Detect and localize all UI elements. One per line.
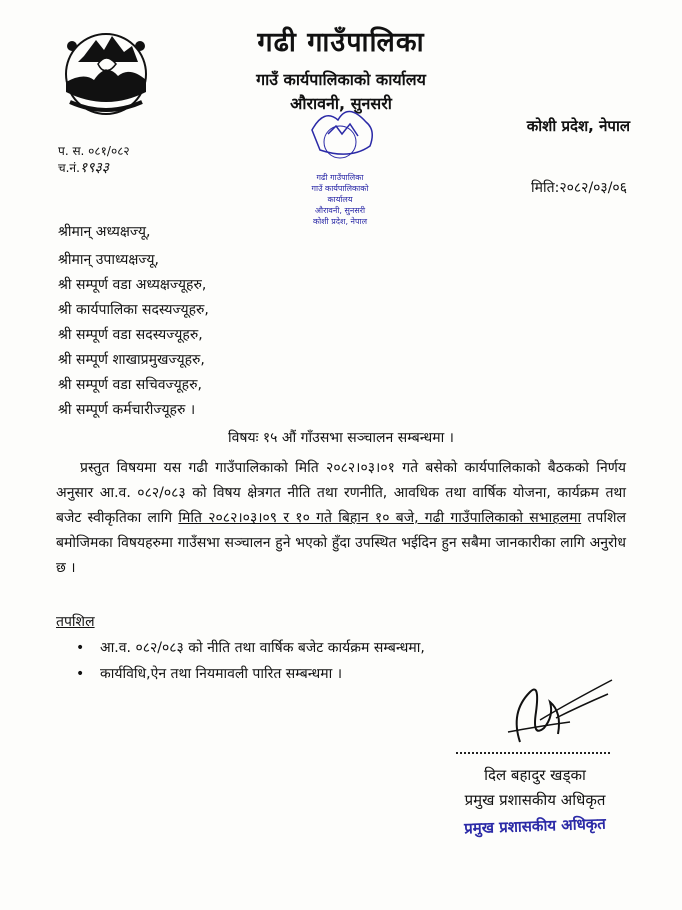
addressee-line: श्रीमान् अध्यक्षज्यू, (58, 224, 151, 240)
list-item (76, 664, 342, 683)
list-item-text: आ.व. ०८२/०८३ को नीति तथा वार्षिक बजेट कार्यक्रम सम्बन्धमा, (100, 640, 425, 656)
meeting-time-venue: मिति २०८२।०३।०९ र १० गते बिहान १० बजे, गढी गाउँपालिकाको सभाहलमा (178, 510, 582, 526)
signature-line (456, 752, 610, 754)
addressee-line: श्रीमान् उपाध्यक्षज्यू, (58, 252, 160, 268)
addressee-line: श्री सम्पूर्ण वडा सचिवज्यूहरु, (58, 377, 202, 393)
office-stamp-text: गढी गाउँपालिका गाउँ कार्यपालिकाको कार्यालय औरावनी, सुनसरी कोशी प्रदेश, नेपाल (311, 173, 369, 226)
office-name: गाउँ कार्यपालिकाको कार्यालय (256, 70, 426, 89)
letter-subject: विषयः १५ औं गाँउसभा सञ्चालन सम्बन्धमा । (228, 430, 454, 446)
list-item (76, 638, 425, 657)
body-text: तपशिल बमोजिमका विषयहरुमा गाउँसभा सञ्चालन हुने भएको हुँदा उपस्थित भईदिन हुन सबैमा जानकारीका लागि अनुरोध छ । (56, 510, 626, 576)
municipality-name: गढी गाउँपालिका (257, 27, 425, 58)
signatory-name: दिल बहादुर खड्का (484, 766, 586, 784)
bullet-icon: • (76, 666, 85, 682)
dispatch-number: १९३३ (79, 160, 110, 176)
addressee-line: श्री सम्पूर्ण वडा सदस्यज्यूहरु, (58, 327, 203, 343)
handwritten-signature (500, 672, 618, 756)
office-address: औरावनी, सुनसरी (290, 94, 392, 113)
dispatch-ref (58, 158, 109, 177)
addressee-line: श्री सम्पूर्ण कर्मचारीज्यूहरु । (58, 402, 196, 418)
addressee-line: श्री सम्पूर्ण वडा अध्यक्षज्यूहरु, (58, 277, 207, 293)
details-heading: तपशिल (56, 614, 95, 630)
dispatch-label: च.नं. (58, 161, 80, 175)
fiscal-year-ref: प. स. ०८१/०८२ (58, 144, 130, 158)
bullet-icon: • (76, 640, 85, 656)
designation-stamp: प्रमुख प्रशासकीय अधिकृत (463, 814, 607, 838)
letter-body (56, 456, 626, 581)
list-item-text: कार्यविधि,ऐन तथा नियमावली पारित सम्बन्धमा । (100, 666, 343, 682)
province-name: कोशी प्रदेश, नेपाल (526, 117, 630, 135)
addressee-line: श्री सम्पूर्ण शाखाप्रमुखज्यूहरु, (58, 352, 205, 368)
body-text: प्रस्तुत विषयमा यस गढी गाउँपालिकाको मिति २०८२।०३।०१ गते बसेको कार्यपालिकाको बैठकको निर्णय अनुसार आ.व. ०८२/०८३ को विषय क्षेत्रगत नीति तथा रणनीति, आवधिक तथा वार्षिक योजना, कार्यक्रम तथा बजेट स्वीकृतिका लागि (56, 460, 626, 526)
addressee-line: श्री कार्यपालिका सदस्यज्यूहरु, (58, 302, 209, 318)
letter-date: मिति:२०८२/०३/०६ (531, 180, 627, 196)
signatory-title: प्रमुख प्रशासकीय अधिकृत (464, 791, 606, 809)
